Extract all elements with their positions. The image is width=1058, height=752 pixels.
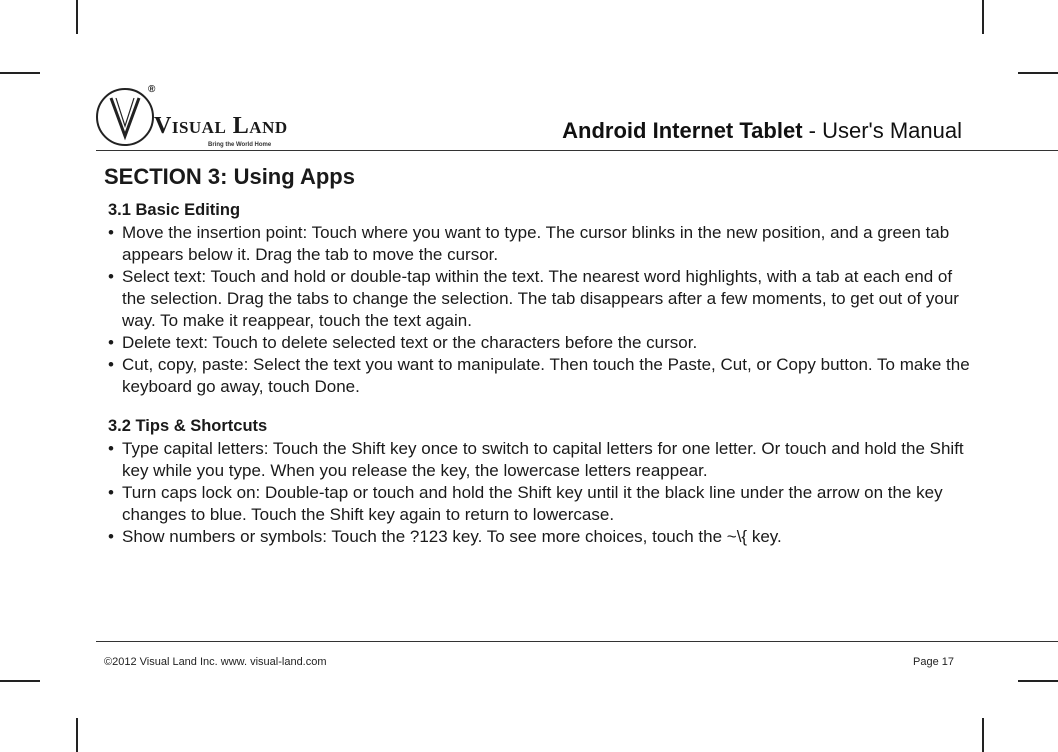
list-item: • Turn caps lock on: Double-tap or touch and hold the Shift key until it the black line under the arrow on the key changes to blue. Touch the Shift key again to return to lowercase. bbox=[108, 483, 943, 524]
list-item: • Cut, copy, paste: Select the text you want to manipulate. Then touch the Paste, Cut, or Copy button. To make the keyboard go away, touch Done. bbox=[108, 355, 970, 396]
bullet-list bbox=[104, 222, 974, 398]
logo-brand-name: Visual Land bbox=[154, 113, 288, 139]
logo-v-emblem bbox=[96, 88, 154, 146]
footer-copyright: ©2012 Visual Land Inc. www. visual-land.com bbox=[104, 656, 327, 668]
crop-mark-left-bottom bbox=[0, 680, 40, 682]
crop-mark-top-left bbox=[76, 0, 78, 34]
crop-mark-top-right bbox=[982, 0, 984, 34]
crop-mark-right-bottom bbox=[1018, 680, 1058, 682]
section-title: SECTION 3: Using Apps bbox=[104, 164, 355, 189]
manual-title-suffix: - User's Manual bbox=[802, 118, 962, 143]
logo-tagline: Bring the World Home bbox=[208, 142, 272, 148]
crop-mark-bottom-left bbox=[76, 718, 78, 752]
bullet-list bbox=[104, 438, 974, 548]
list-item: • Type capital letters: Touch the Shift key once to switch to capital letters for one letter. Or touch and hold the Shift key while you type. When you release the key, the lowercase letters reappear. bbox=[108, 439, 964, 480]
subsection-title: 3.1 Basic Editing bbox=[108, 201, 241, 219]
crop-mark-bottom-right bbox=[982, 718, 984, 752]
list-item: • Select text: Touch and hold or double-tap within the text. The nearest word highlights, with a tab at each end of the selection. Drag the tabs to change the selection. The tab disappears after a few moments, to get out of your way. To make it reappear, touch the text again. bbox=[108, 267, 959, 330]
page-number: Page 17 bbox=[913, 656, 954, 668]
list-item: • Move the insertion point: Touch where you want to type. The cursor blinks in the new position, and a green tab appears below it. Drag the tab to move the cursor. bbox=[108, 223, 950, 264]
brand-logo bbox=[96, 84, 326, 156]
page-content bbox=[104, 164, 974, 548]
footer-rule bbox=[96, 641, 1058, 642]
subsection-title: 3.2 Tips & Shortcuts bbox=[108, 417, 268, 435]
registered-mark: ® bbox=[148, 84, 156, 95]
crop-mark-right-top bbox=[1018, 72, 1058, 74]
list-item: • Delete text: Touch to delete selected text or the characters before the cursor. bbox=[108, 333, 698, 352]
manual-title-product: Android Internet Tablet bbox=[562, 118, 803, 143]
list-item: • Show numbers or symbols: Touch the ?123 key. To see more choices, touch the ~\{ key. bbox=[108, 527, 782, 546]
header-rule bbox=[96, 150, 1058, 151]
manual-title bbox=[562, 118, 962, 144]
crop-mark-left-top bbox=[0, 72, 40, 74]
